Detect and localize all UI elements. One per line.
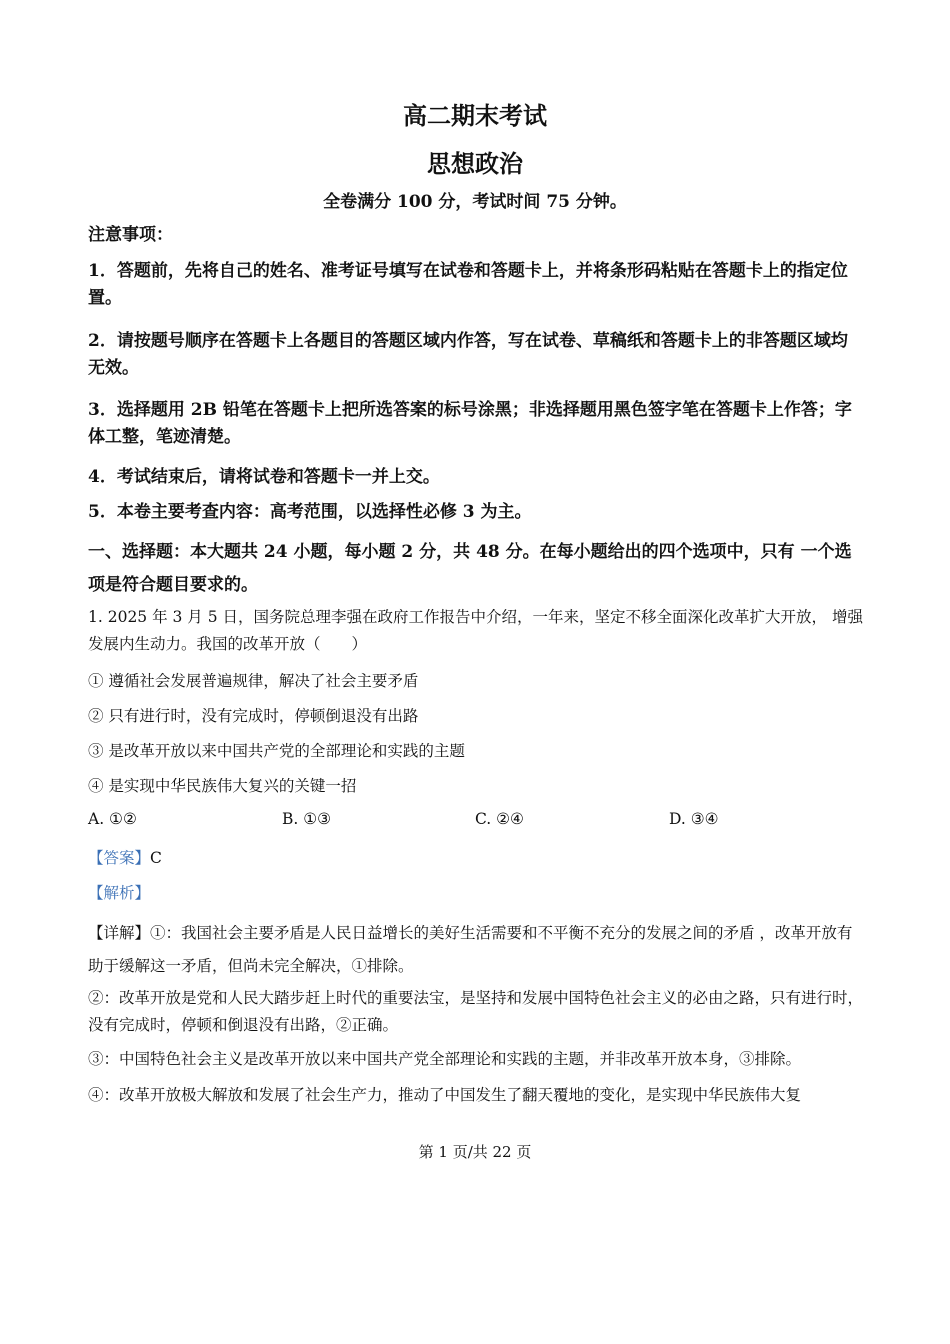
statement: ① 遵循社会发展普遍规律，解决了社会主要矛盾 — [88, 672, 419, 690]
option-a: A. ①② — [88, 810, 137, 828]
exam-info: 全卷满分 100 分，考试时间 75 分钟。 — [323, 192, 627, 212]
answer-tag: 【答案】 — [88, 849, 151, 867]
section-heading: 一、选择题：本大题共 24 小题，每小题 2 分，共 48 分。在每小题给出的四个选项中，只有 一个选项是符合题目要求的。 — [88, 542, 852, 595]
answer-value: C — [150, 849, 162, 867]
note-item: 2．请按题号顺序在答题卡上各题目的答题区域内作答，写在试卷、草稿纸和答题卡上的非答题区域均无效。 — [88, 331, 848, 378]
option-d: D. ③④ — [669, 810, 719, 828]
option-b: B. ①③ — [282, 810, 332, 828]
answer-line — [88, 845, 863, 872]
note-item: 5．本卷主要考查内容：高考范围，以选择性必修 3 为主。 — [88, 502, 532, 522]
subject-title: 思想政治 — [427, 149, 523, 178]
note-item: 4．考试结束后，请将试卷和答题卡一并上交。 — [88, 467, 440, 487]
option-c: C. ②④ — [475, 810, 524, 828]
exam-title: 高二期末考试 — [403, 101, 547, 130]
analysis-tag: 【解析】 — [88, 884, 151, 902]
detail-paragraph: ④：改革开放极大解放和发展了社会生产力，推动了中国发生了翻天覆地的变化，是实现中华民族伟大复 — [88, 1086, 802, 1104]
detail-paragraph: ②：改革开放是党和人民大踏步赶上时代的重要法宝，是坚持和发展中国特色社会主义的必由之路，只有进行时，没有完成时，停顿和倒退没有出路，②正确。 — [88, 989, 864, 1034]
question-stem: 1. 2025 年 3 月 5 日，国务院总理李强在政府工作报告中介绍，一年来，坚定不移全面深化改革扩大开放， 增强发展内生动力。我国的改革开放（ ） — [88, 608, 863, 653]
statement: ② 只有进行时，没有完成时，停顿倒退没有出路 — [88, 707, 419, 725]
detail-paragraph: ③：中国特色社会主义是改革开放以来中国共产党全部理论和实践的主题，并非改革开放本身，③排除。 — [88, 1050, 802, 1068]
detail-paragraph: 【详解】①：我国社会主要矛盾是人民日益增长的美好生活需要和不平衡不充分的发展之间的矛盾 ，改革开放有助于缓解这一矛盾，但尚未完全解决，①排除。 — [88, 924, 853, 975]
note-item: 1．答题前，先将自己的姓名、准考证号填写在试卷和答题卡上，并将条形码粘贴在答题卡上的指定位置。 — [88, 261, 848, 308]
statement: ③ 是改革开放以来中国共产党的全部理论和实践的主题 — [88, 742, 465, 760]
answer-options — [88, 810, 863, 836]
page-number: 第 1 页/共 22 页 — [418, 1143, 532, 1161]
notes-heading: 注意事项： — [88, 225, 173, 245]
statement: ④ 是实现中华民族伟大复兴的关键一招 — [88, 777, 357, 795]
note-item: 3．选择题用 2B 铅笔在答题卡上把所选答案的标号涂黑；非选择题用黑色签字笔在答题卡上作答；字体工整，笔迹清楚。 — [88, 400, 852, 447]
